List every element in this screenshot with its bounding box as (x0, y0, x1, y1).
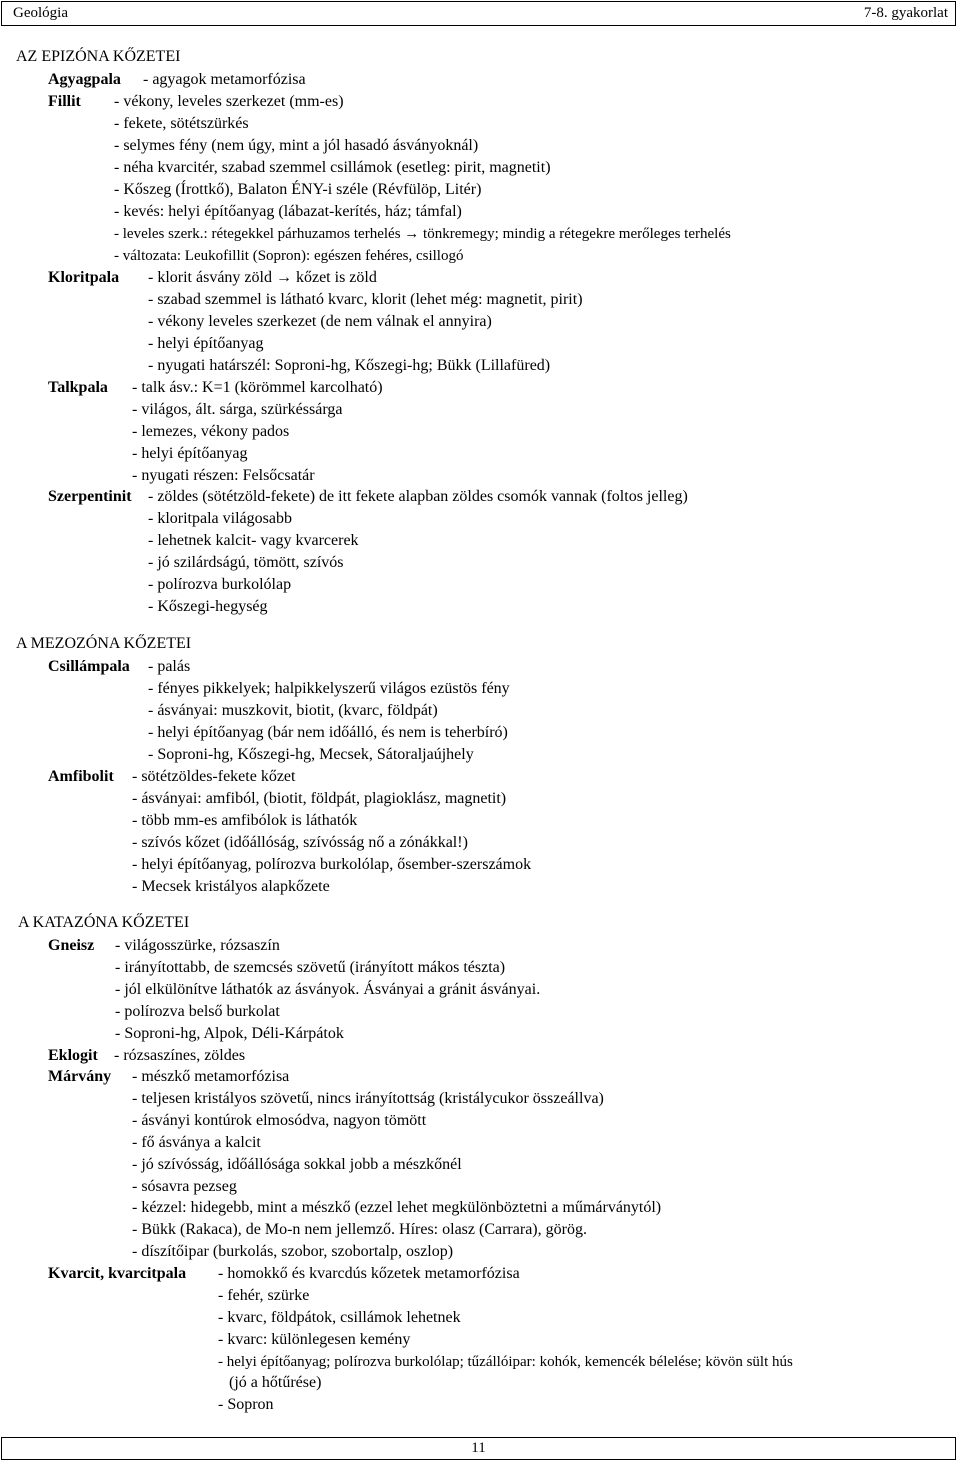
entry-line: - változata: Leukofillit (Sopron): egészen fehéres, csillogó (114, 248, 464, 264)
entry-name: Eklogit (48, 1047, 98, 1064)
entry-line: - kevés: helyi építőanyag (lábazat-kerítés, ház; támfal) (114, 203, 462, 220)
entry-line: - Soproni-hg, Alpok, Déli-Kárpátok (115, 1025, 344, 1042)
entry-line: - fényes pikkelyek; halpikkelyszerű világos ezüstös fény (148, 680, 510, 697)
entry-line: - helyi építőanyag (bár nem időálló, és nem is teherbíró) (148, 724, 508, 741)
entry-line: - jól elkülönítve láthatók az ásványok. Ásványai a gránit ásványai. (115, 981, 541, 998)
entry-line: - helyi építőanyag; polírozva burkolólap; tűzállóipar: kohók, kemencék bélelése; kövön sült hús (218, 1354, 793, 1370)
entry-name: Amfibolit (48, 768, 114, 785)
entry-line: - Bükk (Rakaca), de Mo-n nem jellemző. Híres: olasz (Carrara), görög. (132, 1221, 587, 1238)
entry-name: Csillámpala (48, 658, 130, 675)
entry-name: Kvarcit, kvarcitpala (48, 1265, 187, 1282)
entry-line: - ásványi kontúrok elmosódva, nagyon tömött (132, 1112, 427, 1129)
entry-line: - polírozva burkolólap (148, 576, 292, 593)
entry-line: - homokkő és kvarcdús kőzetek metamorfózisa (218, 1265, 520, 1282)
entry-line: - jó szívósság, időállósága sokkal jobb a mészkőnél (132, 1156, 462, 1173)
entry-line: - vékony, leveles szerkezet (mm-es) (114, 93, 344, 110)
entry-line: - ásványai: muszkovit, biotit, (kvarc, földpát) (148, 702, 438, 719)
section-title: AZ EPIZÓNA KŐZETEI (16, 48, 181, 65)
entry-name: Agyagpala (48, 71, 121, 88)
entry-line: - selymes fény (nem úgy, mint a jól hasadó ásványoknál) (114, 137, 479, 154)
entry-line: - kvarc: különlegesen kemény (218, 1331, 411, 1348)
entry-line: - Sopron (218, 1396, 274, 1413)
entry-line: - sósavra pezseg (132, 1178, 237, 1195)
entry-line: - világosszürke, rózsaszín (115, 937, 280, 954)
entry-line: - helyi építőanyag (148, 335, 264, 352)
entry-line: - kézzel: hidegebb, mint a mészkő (ezzel lehet megkülönböztetni a műmárványtól) (132, 1199, 662, 1216)
entry-line: - rózsaszínes, zöldes (114, 1047, 246, 1064)
entry-line: - agyagok metamorfózisa (143, 71, 306, 88)
entry-line: - Soproni-hg, Kőszegi-hg, Mecsek, Sátoraljaújhely (148, 746, 474, 763)
entry-name: Talkpala (48, 379, 108, 396)
entry-line: - polírozva belső burkolat (115, 1003, 280, 1020)
entry-line: - szabad szemmel is látható kvarc, klorit (lehet még: magnetit, pirit) (148, 291, 583, 308)
entry-line: - díszítőipar (burkolás, szobor, szobortalp, oszlop) (132, 1243, 454, 1260)
header-lesson: 7-8. gyakorlat (863, 5, 948, 21)
entry-line: - vékony leveles szerkezet (de nem válnak el annyira) (148, 313, 492, 330)
entry-line: - kvarc, földpátok, csillámok lehetnek (218, 1309, 461, 1326)
entry-line: - kloritpala világosabb (148, 510, 292, 527)
page-number: 11 (471, 1440, 486, 1456)
page-footer (1, 1437, 956, 1460)
section-title: A MEZOZÓNA KŐZETEI (16, 635, 192, 652)
entry-name: Kloritpala (48, 269, 120, 286)
page-header (1, 1, 956, 26)
header-subject: Geológia (13, 5, 68, 21)
entry-line: - helyi építőanyag, polírozva burkolólap, ősember-szerszámok (132, 856, 532, 873)
entry-line: - zöldes (sötétzöld-fekete) de itt fekete alapban zöldes csomók vannak (foltos jelleg) (148, 488, 688, 505)
entry-line: - sötétzöldes-fekete kőzet (132, 768, 296, 785)
entry-line: - néha kvarcitér, szabad szemmel csillámok (esetleg: pirit, magnetit) (114, 159, 551, 176)
entry-line: - Mecsek kristályos alapkőzete (132, 878, 330, 895)
entry-line: - fő ásványa a kalcit (132, 1134, 261, 1151)
entry-line: - lemezes, vékony pados (132, 423, 290, 440)
entry-line: - nyugati határszél: Soproni-hg, Kőszegi-hg; Bükk (Lillafüred) (148, 357, 551, 374)
entry-line: - Kőszeg (Írottkő), Balaton ÉNY-i széle (Révfülöp, Litér) (114, 181, 482, 198)
entry-line: - lehetnek kalcit- vagy kvarcerek (148, 532, 359, 549)
entry-name: Fillit (48, 93, 81, 110)
entry-line: - klorit ásvány zöld → kőzet is zöld (148, 269, 377, 286)
entry-line: - helyi építőanyag (132, 445, 248, 462)
entry-line: - leveles szerk.: rétegekkel párhuzamos terhelés → tönkremegy; mindig a rétegekre merőleges terhelés (114, 226, 731, 242)
section-title: A KATAZÓNA KŐZETEI (18, 914, 190, 931)
entry-line: - Kőszegi-hegység (148, 598, 268, 615)
entry-name: Márvány (48, 1068, 112, 1085)
entry-line: - ásványai: amfiból, (biotit, földpát, plagioklász, magnetit) (132, 790, 507, 807)
entry-line: - szívós kőzet (időállóság, szívósság nő a zónákkal!) (132, 834, 468, 851)
entry-line: - jó szilárdságú, tömött, szívós (148, 554, 344, 571)
entry-line: - több mm-es amfibólok is láthatók (132, 812, 358, 829)
entry-line: - nyugati részen: Felsőcsatár (132, 467, 315, 484)
entry-line: - talk ásv.: K=1 (körömmel karcolható) (132, 379, 383, 396)
entry-line: - teljesen kristályos szövetű, nincs irányítottság (kristálycukor összeállva) (132, 1090, 604, 1107)
entry-line: (jó a hőtűrése) (229, 1374, 322, 1391)
entry-line: - világos, ált. sárga, szürkéssárga (132, 401, 343, 418)
entry-line: - fehér, szürke (218, 1287, 310, 1304)
entry-line: - palás (148, 658, 191, 675)
entry-name: Szerpentinit (48, 488, 132, 505)
entry-line: - mészkő metamorfózisa (132, 1068, 290, 1085)
entry-line: - fekete, sötétszürkés (114, 115, 249, 132)
entry-line: - irányítottabb, de szemcsés szövetű (irányított mákos tészta) (115, 959, 506, 976)
entry-name: Gneisz (48, 937, 95, 954)
